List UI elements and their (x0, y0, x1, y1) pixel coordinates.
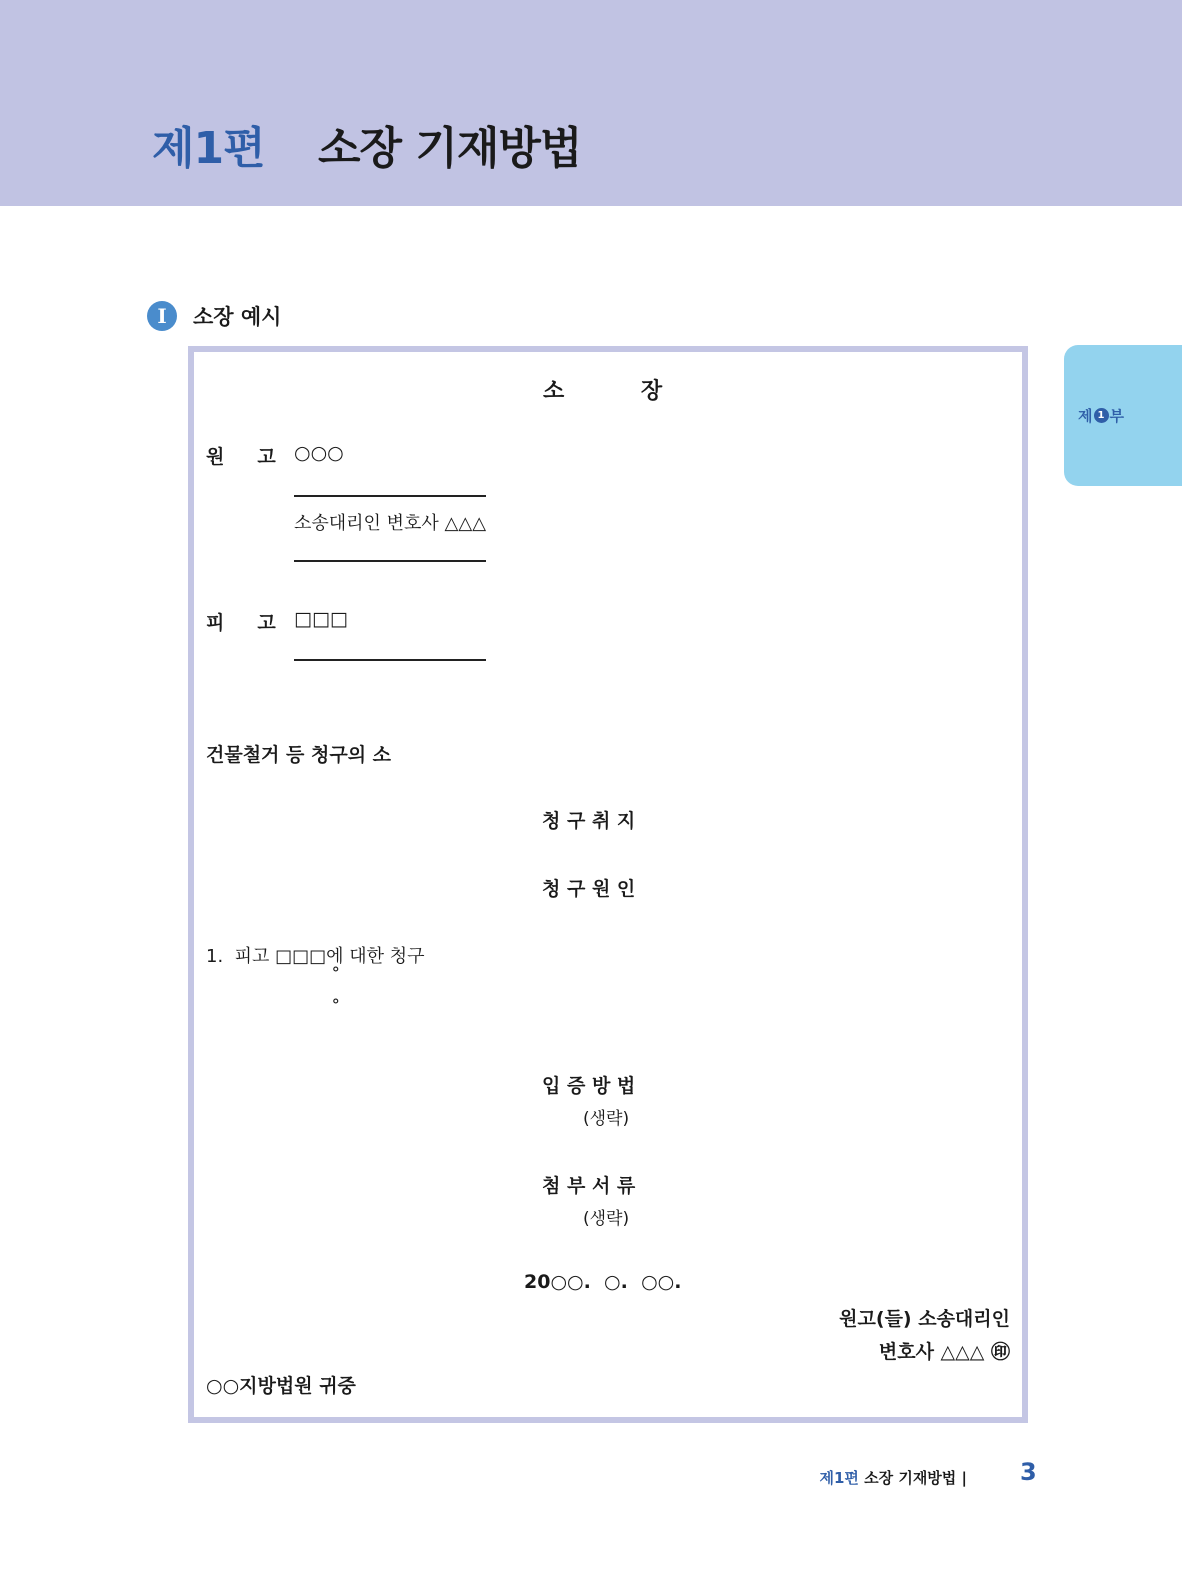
claim-purpose-heading: 청 구 취 지 (542, 810, 636, 832)
evidence-note: (생략) (583, 1109, 630, 1129)
running-footer (819, 1467, 967, 1488)
attachments-heading: 첨 부 서 류 (542, 1175, 636, 1197)
signer-name: 변호사 △△△ ㊞ (878, 1341, 1010, 1363)
side-tab-label (1078, 405, 1124, 426)
signer-title: 원고(들) 소송대리인 (839, 1308, 1010, 1330)
part-label: 제1편 (152, 123, 265, 174)
defendant-name: □□□ (294, 608, 348, 630)
evidence-heading: 입 증 방 법 (542, 1075, 636, 1097)
header-band (0, 0, 1182, 206)
defendant-label: 피 고 (206, 612, 276, 634)
plaintiff-label: 원 고 (206, 446, 276, 468)
section-heading (147, 301, 281, 331)
bullet: ˚ (331, 966, 341, 988)
plaintiff-name: ○○○ (294, 442, 344, 464)
page-number: 3 (1020, 1458, 1037, 1486)
complaint-form-sample (188, 346, 1028, 1423)
bullet: ˚ (331, 998, 341, 1020)
side-tab[interactable] (1064, 345, 1182, 486)
footer-part-title: 소장 기재방법 | (864, 1469, 967, 1487)
section-number-badge: I (147, 301, 177, 331)
side-tab-suffix: 부 (1109, 407, 1124, 425)
claim-item: 1. 피고 □□□에 대한 청구 (206, 946, 425, 967)
form-title: 소 장 (543, 379, 663, 404)
blank-line (294, 560, 486, 562)
case-name: 건물철거 등 청구의 소 (206, 744, 392, 766)
blank-line (294, 495, 486, 497)
section-title: 소장 예시 (193, 305, 282, 329)
blank-line (294, 659, 486, 661)
attachments-note: (생략) (583, 1209, 630, 1229)
side-tab-number: 1 (1094, 408, 1109, 423)
side-tab-prefix: 제 (1078, 407, 1093, 425)
court-addressee: ○○지방법원 귀중 (206, 1375, 356, 1397)
footer-part-label: 제1편 (819, 1469, 859, 1487)
part-title: 소장 기재방법 (318, 123, 582, 174)
claim-cause-heading: 청 구 원 인 (542, 878, 636, 900)
filing-date: 20○○. ○. ○○. (524, 1271, 682, 1293)
plaintiff-agent: 소송대리인 변호사 △△△ (294, 513, 487, 534)
